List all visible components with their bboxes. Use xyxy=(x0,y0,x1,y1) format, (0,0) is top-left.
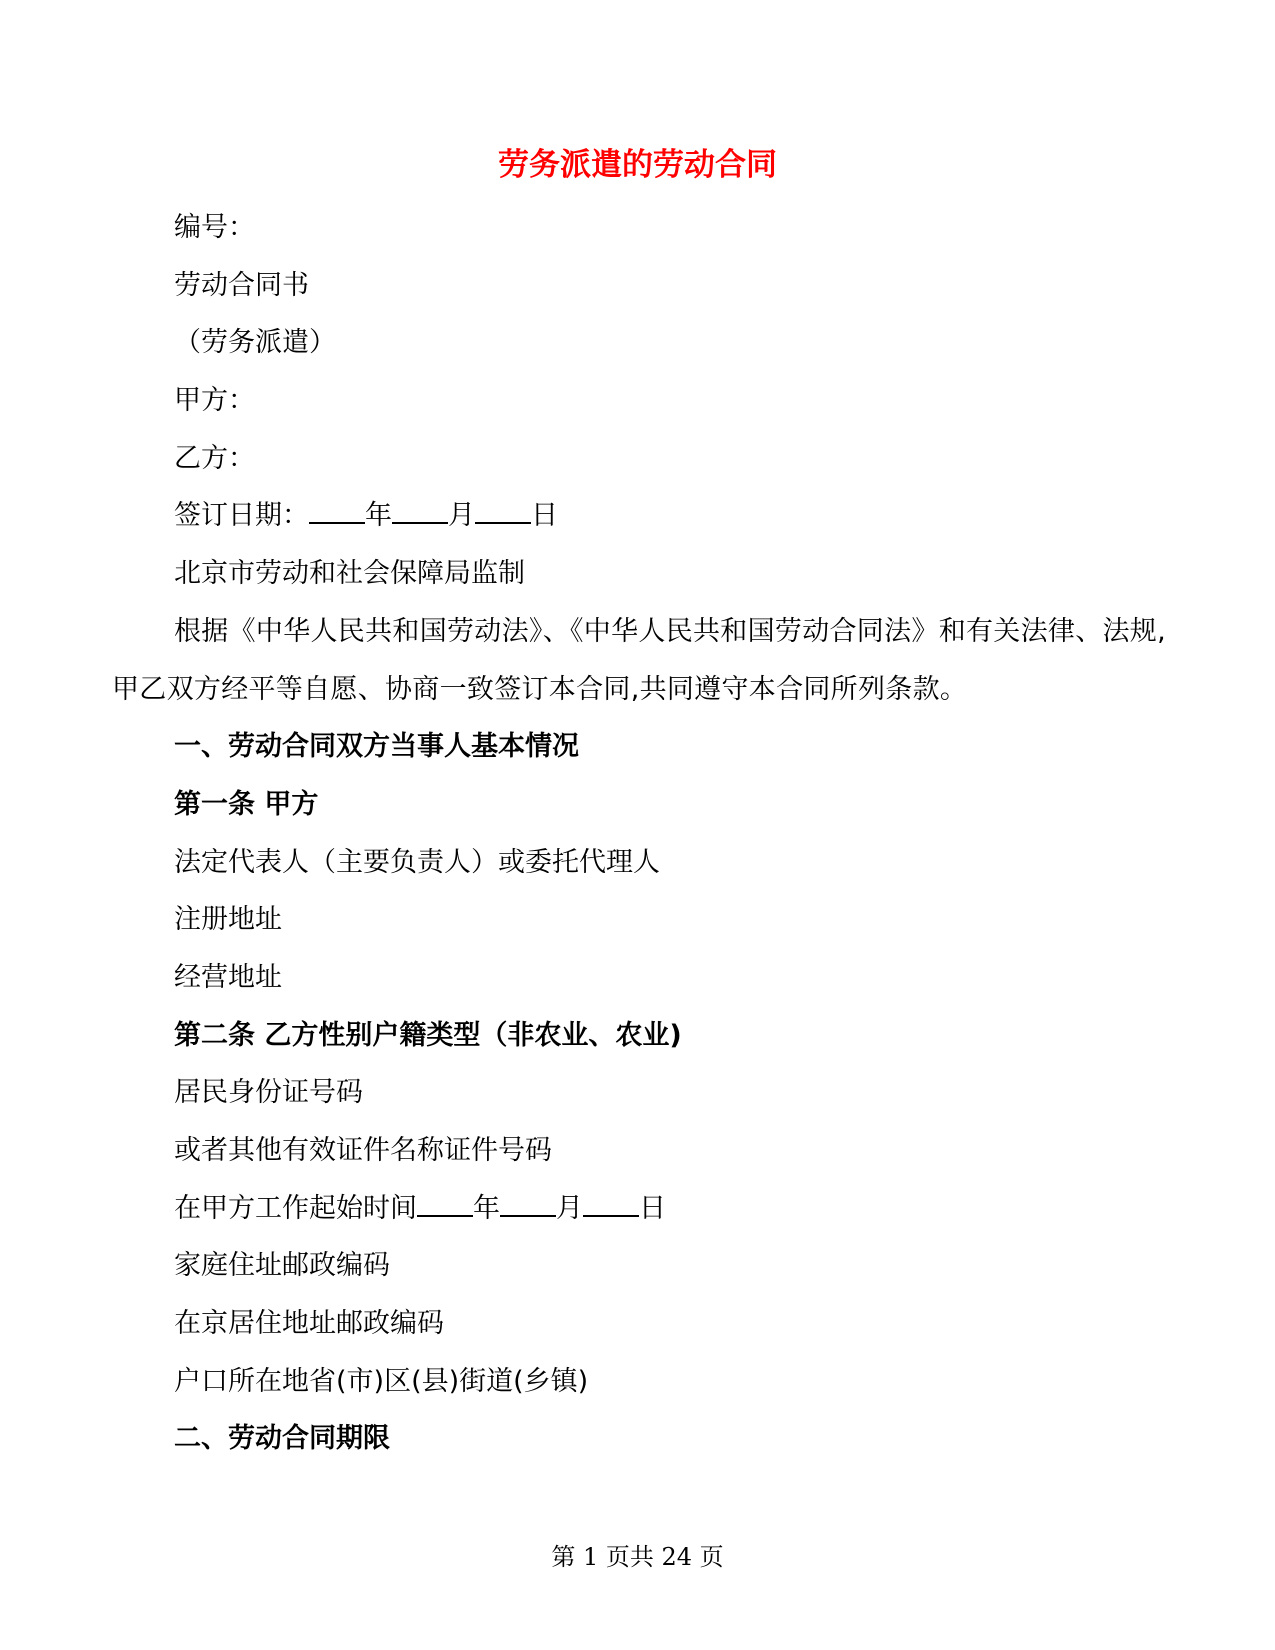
id-number-line: 居民身份证号码 xyxy=(174,1077,363,1109)
article-1-heading: 第一条 甲方 xyxy=(174,788,319,820)
start-date-day: 日 xyxy=(639,1192,666,1224)
section-2-heading: 二、劳动合同期限 xyxy=(174,1423,390,1455)
hukou-line: 户口所在地省(市)区(县)街道(乡镇) xyxy=(174,1365,589,1397)
start-date-month: 月 xyxy=(556,1192,583,1224)
contract-subtitle: （劳务派遣） xyxy=(174,327,336,359)
preamble-paragraph: 根据《中华人民共和国劳动法》、《中华人民共和国劳动合同法》和有关法律、法规,甲乙双方经平等自愿、协商一致签订本合同,共同遵守本合同所列条款。 xyxy=(112,615,1166,705)
page-footer: 第 1 页共 24 页 xyxy=(551,1543,724,1571)
party-a-label: 甲方： xyxy=(174,385,255,417)
supervisor-line: 北京市劳动和社会保障局监制 xyxy=(174,558,525,590)
sign-date-month: 月 xyxy=(448,500,475,532)
home-address-line: 家庭住址邮政编码 xyxy=(174,1250,390,1282)
beijing-address-line: 在京居住地址邮政编码 xyxy=(174,1308,444,1340)
sign-date-line xyxy=(112,487,1167,545)
start-day-blank xyxy=(583,1193,639,1217)
day-blank xyxy=(475,500,531,524)
other-id-line: 或者其他有效证件名称证件号码 xyxy=(174,1135,552,1167)
registered-address-line: 注册地址 xyxy=(174,904,282,936)
contract-number-label: 编号： xyxy=(174,212,255,243)
document-title: 劳务派遣的劳动合同 xyxy=(498,147,777,183)
legal-rep-line: 法定代表人（主要负责人）或委托代理人 xyxy=(174,846,660,878)
document-body xyxy=(112,199,1167,1468)
year-blank xyxy=(309,500,365,524)
article-2-heading: 第二条 乙方性别户籍类型（非农业、农业) xyxy=(174,1019,682,1051)
sign-date-label: 签订日期： xyxy=(174,500,309,532)
start-month-blank xyxy=(500,1193,556,1217)
business-address-line: 经营地址 xyxy=(174,961,282,993)
month-blank xyxy=(392,500,448,524)
sign-date-day: 日 xyxy=(531,500,558,532)
start-date-label: 在甲方工作起始时间 xyxy=(174,1192,417,1224)
contract-book-label: 劳动合同书 xyxy=(174,269,309,301)
start-date-line xyxy=(112,1180,1167,1238)
party-b-label: 乙方： xyxy=(174,442,255,474)
start-date-year: 年 xyxy=(473,1192,500,1224)
sign-date-year: 年 xyxy=(365,500,392,532)
section-1-heading: 一、劳动合同双方当事人基本情况 xyxy=(174,731,579,763)
start-year-blank xyxy=(417,1193,473,1217)
